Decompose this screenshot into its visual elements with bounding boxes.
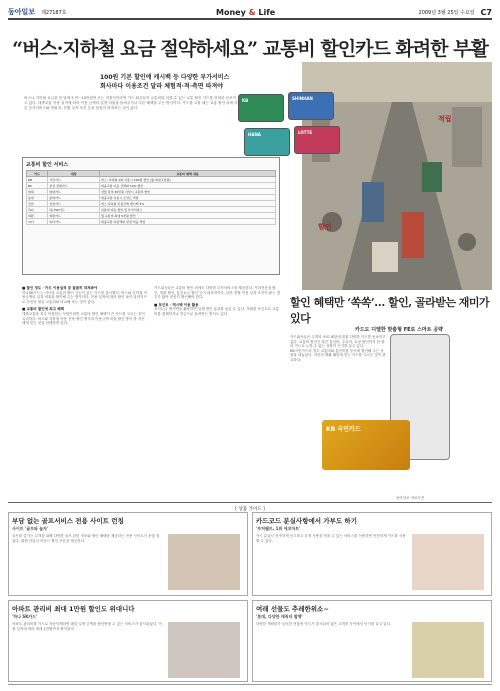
page-footer-rule xyxy=(8,684,492,685)
paragraph-b1: 카드회사들은 교통비 할인 외에도 다양한 부가서비스를 제공한다. 커피전문점 할인, 영화 할인, 통신요금 할인 등이 대표적이다. 다만 전월 이용 실적 조건이 붙는 경우가 많아 꼼꼼히 확인해야 한다. xyxy=(154,286,280,300)
label-save: 적립 xyxy=(438,115,452,123)
sub-line-1: 100원 기본 할인에 캐시백 등 다양한 부가서비스 xyxy=(100,74,230,81)
ad-body-1: 골프를 즐기는 고객을 위해 다양한 골프 관련 정보와 할인 혜택을 제공하는 전용 사이트가 문을 열었다. 회원 가입시 라운드 할인 쿠폰을 제공한다. xyxy=(12,534,160,543)
ad-image-3 xyxy=(168,622,240,678)
subhead-b1: ■ 포인트 · 캐시백 이용 활용 xyxy=(154,302,199,307)
ad-body-4: 다양한 캐릭터가 들어간 선물용 카드가 출시되어 젊은 고객층 사이에서 인기를 끌고 있다. xyxy=(256,622,392,626)
ad-title-2: 카드코드 분실사항에서 가부도 하기 xyxy=(256,517,357,525)
ad-image-1 xyxy=(168,534,240,590)
ad-body-3: 아파트 관리비를 카드로 자동이체하면 매달 일정 금액을 할인받을 수 있는 서비스가 출시되었다. 이용 실적에 따라 최대 1만원까지 할인된다. xyxy=(12,622,162,631)
ad-section-banner: [ 상품 가이드 ] xyxy=(8,502,492,512)
table-header-benefit: 교통비 혜택 내용 xyxy=(99,171,275,177)
article-column-b xyxy=(154,286,280,498)
right-paragraph-1: 카드회사들은 고객의 소비 패턴에 맞춘 다양한 카드를 선보이고 있다. 교통비 할인은 물론 통신비, 주유비, 쇼핑 할인까지 한 장의 카드로 누릴 수 있는 상품이 인기를 끌고 있다. xyxy=(290,335,386,349)
table-row: 하나 하나SK카드 교통비 자동 할인 및 부가서비스 xyxy=(27,207,276,213)
ad-image-2 xyxy=(412,534,484,590)
subhead-a1: ■ 할인 정도 · 카드 이용실적 등 꼼꼼히 따져봐야 xyxy=(22,286,98,290)
page-header xyxy=(8,6,492,20)
subhead-a2: ■ 교통비 할인에 최고 혜택 xyxy=(22,307,64,312)
ad-sub-2: '부처웹트, 1위 에코마트' xyxy=(256,526,301,531)
ad-sub-4: '롯데, 다양한 캐릭터 발행' xyxy=(256,614,303,619)
section-left: Money xyxy=(216,7,246,17)
table-row: 외환 외환카드 월 교통비 최대 5천원 할인 xyxy=(27,213,276,219)
card-hana: HANA xyxy=(244,128,290,156)
paragraph-b2: 포인트나 캐시백을 활용하면 실제 할인 효과를 높일 수 있다. 적립된 포인트로 교통비를 결제하거나 현금으로 돌려받는 방식도 있다. xyxy=(154,307,279,316)
label-discount: 할인 xyxy=(318,223,332,231)
table-header-target: 대상 xyxy=(48,171,100,177)
issue-number: 제27187호 xyxy=(41,9,67,16)
ad-image-4 xyxy=(412,622,484,678)
secondary-headline: 할인 혜택만 ‘쏙쏙’… 할인, 골라받는 재미가 있다 xyxy=(290,296,490,325)
section-amp: & xyxy=(248,7,256,17)
ad-sub-1: 사이트 '골프와 놀자' xyxy=(12,526,49,531)
section-title xyxy=(216,8,275,17)
lede-paragraph: 버스나 지하철 요금을 한 달에 5 만~10만원씩 쓰는 직장인이라면 카드 회사들이 교통비를 아낄 수 있는 교통 할인 카드를 잇따라 선보이고 있다. 대중교통 이용 실적에 따라 이용 금액의 일정 비율을 돌려주거나 다른 혜택을 주는 방식이다. 카드를 고를 때는 교통 할인 외에 다른 부가서비스와 연회비, 전월 실적 조건 등을 꼼꼼히 따져보는 것이 좋다. xyxy=(24,96,238,110)
discount-table-box xyxy=(22,157,280,275)
table-row: BC 삼성 전체카드 대중교통 이용 금액의 10% 할인 xyxy=(27,183,276,189)
newspaper-logo: 동아일보 xyxy=(8,8,36,16)
card-kb: KB xyxy=(238,94,284,122)
main-headline: “버스·지하철 요금 절약하세요” 교통비 할인카드 화려한 부활 xyxy=(12,38,488,60)
right-column-body xyxy=(290,335,386,415)
ad-body-2: 카드 분실시 신속하게 신고하고 부정 사용을 막을 수 있는 서비스를 이용하면 안전하게 카드를 사용할 수 있다. xyxy=(256,534,406,543)
sub-headline xyxy=(100,73,229,91)
photo-caption: 동아일보 자료사진 xyxy=(396,496,425,500)
page-number: C7 xyxy=(480,7,492,17)
card-lotte: LOTTE xyxy=(294,126,340,154)
article-column-a xyxy=(22,286,148,498)
sub-line-2: 회사마다 이용조건 달라 체험적·적·측면 따져야 xyxy=(100,83,224,90)
table-row: 현대 현대카드 전월 실적 30만원 이상시 교통비 할인 xyxy=(27,189,276,195)
right-paragraph-2: KB국민카드의 경우 교통비와 통신비를 동시에 할인해 주는 상품을 내놓았다. 자신의 생활 패턴에 맞는 카드를 고르는 것이 중요하다. xyxy=(290,348,386,362)
secondary-deck: 카드도 디엘한 맞춤형 FE로 스마트 공략 xyxy=(355,327,443,333)
table-header-card: 카드 xyxy=(27,171,48,177)
paragraph-a2: 대중교통을 자주 이용하는 사람이라면 교통비 할인 혜택이 큰 카드를 고르는 것이 유리하다. 버스와 지하철 이용 건당 할인 방식과 이용금액 비율 할인 방식 중 자신에게 맞는 것을 선택하면 된다. xyxy=(22,311,145,326)
card-shinhan: SHINHAN xyxy=(288,92,334,120)
paragraph-a1: 하나SK카드는 지난달 교통비 할인 기능이 있는 카드를 출시했다. 버스와 지하철 이용금액의 일정 비율을 할인해 주는 방식이다. 이용 실적에 따라 할인 폭이 달라지므로 자신의 평균 교통비와 비교해 보는 것이 좋다. xyxy=(22,290,147,304)
ad-title-1: 부담 없는 골프서비스 전용 사이트 런칭 xyxy=(12,517,124,525)
table-row: 신한 신한카드 버스 지하철 이용금액 캐시백 5% xyxy=(27,201,276,207)
table-row: 롯데 롯데카드 대중교통 이용시 포인트 적립 xyxy=(27,195,276,201)
table-row: 씨티 씨티카드 대중교통 이용액의 일정 비율 적립 xyxy=(27,219,276,225)
section-right: Life xyxy=(258,7,276,17)
discount-table xyxy=(26,170,276,225)
ad-title-3: 아파트 관리비 최대 1만원 할인도 위대니다 xyxy=(12,605,135,613)
issue-date: 2009년 3월 25일 수요일 xyxy=(418,9,475,16)
kb-card-image: KB 국민카드 xyxy=(322,420,410,470)
table-row: KB 국민카드 버스, 지하철 1회 이용시 100원 할인 (월 최대 1만원) xyxy=(27,177,276,183)
ad-sub-3: '하나 SK카드' xyxy=(12,614,38,619)
table-title: 교통비 할인 서비스 xyxy=(26,162,69,168)
ad-title-4: 여래 선물도 추레한위소~ xyxy=(256,605,329,613)
